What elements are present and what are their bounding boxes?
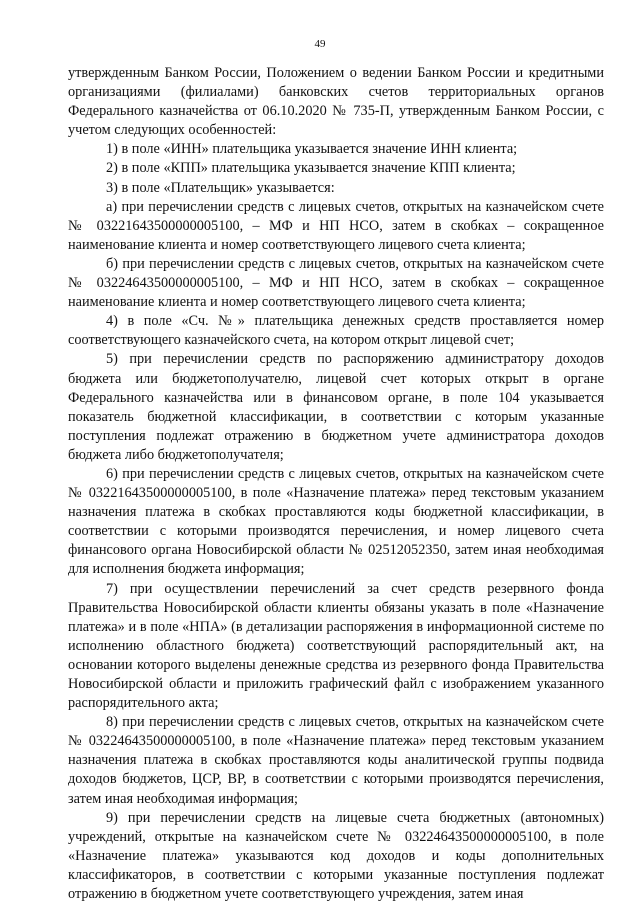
paragraph-item-2-kpp: 2) в поле «КПП» плательщика указывается значение КПП клиента;	[106, 160, 516, 177]
paragraph-item-3a: а) при перечислении средств с лицевых счетов, открытых на казначейском счете № 03221643500000005100, – МФ и НП НСО, затем в скобках – сокращенное наименование клиента и номер соответствующего лицевого счета клиента;	[68, 198, 604, 253]
document-body	[68, 64, 604, 904]
paragraph-item-3-payer: 3) в поле «Плательщик» указывается:	[106, 179, 335, 196]
paragraph-item-3b: б) при перечислении средств с лицевых счетов, открытых на казначейском счете № 03224643500000005100, – МФ и НП НСО, затем в скобках – сокращенное наименование клиента и номер соответствующего лицевого счета клиента;	[68, 255, 604, 311]
paragraph-item-8-analytic-group: 8) при перечислении средств с лицевых счетов, открытых на казначейском счете № 03224643500000005100, в поле «Назначение платежа» перед текстовым указанием назначения платежа в скобках проставляются коды аналитической группы подвида доходов бюджетов, ЦСР, ВР, в соответствии с которыми производятся перечисления, затем иная необходимая информация;	[68, 714, 604, 807]
paragraph-item-7-reserve-fund: 7) при осуществлении перечислений за счет средств резервного фонда Правительства Новосибирской области клиенты обязаны указать в поле «Назначение платежа» и в поле «НПА» (в детализации распоряжения в информационной системе по исполнению областного бюджета) соответствующий распорядительный акт, на основании которого выделены денежные средства из резервного фонда Правительства Новосибирской области и приложить графический файл с изображением указанного распорядительного акта;	[68, 580, 604, 712]
paragraph-item-9-institutions: 9) при перечислении средств на лицевые счета бюджетных (автономных) учреждений, открытые на казначейском счете № 03224643500000005100, в поле «Назначение платежа» указываются код доходов и коды дополнительных классификаторов, в соответствии с которыми указанные поступления подлежат отражению в бюджетном учете соответствующего учреждения, затем иная	[68, 809, 604, 903]
paragraph-item-5-field-104: 5) при перечислении средств по распоряжению администратору доходов бюджета или бюджетополучателю, лицевой счет которых открыт в органе Федерального казначейства или в финансовом органе, в поле 104 указывается показатель бюджетной классификации, в соответствии с которым указанные поступления подлежат отражению в бюджетном учете администратора доходов бюджета либо бюджетополучателя;	[68, 351, 604, 463]
paragraph-item-1-inn: 1) в поле «ИНН» плательщика указывается значение ИНН клиента;	[106, 141, 518, 158]
page-number: 49	[314, 38, 326, 50]
paragraph-intro: утвержденным Банком России, Положением о ведении Банком России и кредитными организациями (филиалами) банковских счетов территориальных органов Федерального казначейства от 06.10.2020 № 735-П, утвержденным Банком России, с учетом следующих особенностей:	[68, 65, 604, 139]
paragraph-item-4-account: 4) в поле «Сч. №» плательщика денежных средств проставляется номер соответствующего казначейского счета, на котором открыт лицевой счет;	[68, 313, 604, 349]
paragraph-item-6-payment-purpose: 6) при перечислении средств с лицевых счетов, открытых на казначейском счете № 03221643500000005100, в поле «Назначение платежа» перед текстовым указанием назначения платежа в скобках проставляются коды бюджетной классификации, в соответствии с которыми производятся перечисления, и номер лицевого счета финансового органа Новосибирской области № 02512052350, затем иная необходимая для исполнения бюджета информация;	[68, 465, 604, 578]
